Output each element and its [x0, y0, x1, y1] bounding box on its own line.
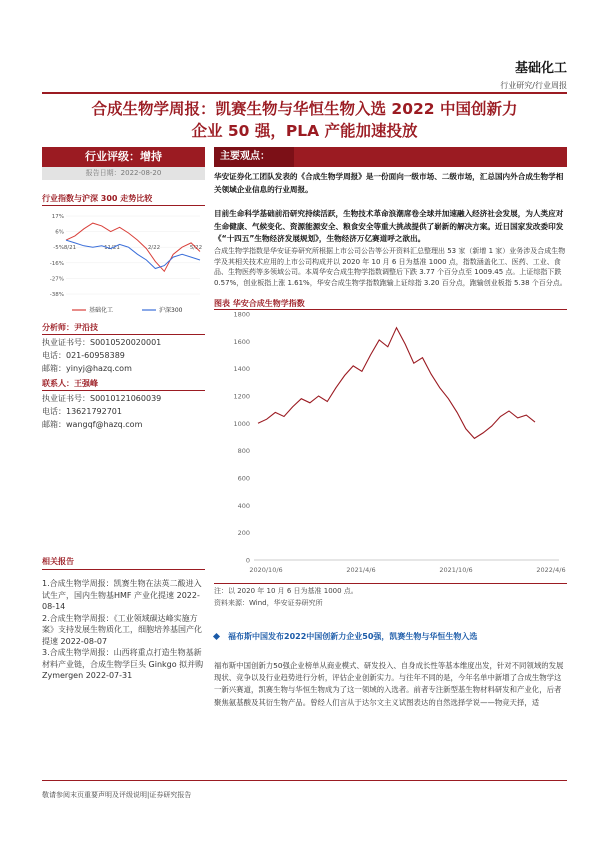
- intro-paragraph: 华安证券化工团队发表的《合成生物学周报》是一份面向一级市场、二级市场，汇总国内外合成生物学相关领域企业信息的行业周报。: [214, 172, 564, 194]
- mini-x-tick: 2/22: [147, 245, 161, 252]
- divider: [42, 334, 205, 335]
- main-y-tick: 1400: [233, 365, 250, 374]
- main-x-tick: 2021/4/6: [346, 566, 376, 574]
- related-report-2[interactable]: 2.合成生物学周报：《工业领域碳达峰实施方案》支持发展生物质化工，细胞培养基国产化提速 2022-08-07: [42, 613, 202, 646]
- contact-title: 联系人：王强峰: [42, 379, 98, 388]
- footer-disclaimer: 敬请参阅末页重要声明及评级说明|证券研究报告: [42, 791, 192, 799]
- index-comparison-chart: [42, 210, 205, 320]
- main-y-tick: 800: [237, 447, 250, 456]
- main-view-label: 主要观点：: [214, 147, 294, 167]
- analyst-phone: 电话：021-60958389: [42, 351, 125, 360]
- related-title: 相关报告: [42, 557, 74, 566]
- mini-x-tick: 11/21: [104, 245, 120, 252]
- main-y-tick: 400: [237, 501, 250, 510]
- main-y-tick: 1800: [233, 310, 250, 319]
- divider: [214, 583, 567, 584]
- header-divider: [42, 92, 567, 94]
- contact-license: 执业证书号：S0010121060039: [42, 394, 162, 403]
- news-paragraph: 福布斯中国创新力50强企业榜单从商业模式、研发投入、自身成长性等基本维度出发，针对不同领域的发展现状、竞争以及行业趋势进行分析，评估企业创新实力。与往年不同的是，今年名单中新增了合成生物学这一新兴赛道，凯赛生物与华恒生物成为了这一领域的入选者。前者专注新型基生物材料研发和产业化，后者聚焦氨基酸及其衍生物产品。曾经人们言从于达尔文主义试图表达的自然选择学说——物竞天择，适: [214, 661, 564, 707]
- mini-y-tick: -27%: [49, 276, 64, 283]
- divider: [42, 390, 205, 391]
- mini-y-tick: -16%: [49, 260, 64, 267]
- main-y-tick: 1000: [233, 419, 250, 428]
- rating-badge: 行业评级：增持: [42, 147, 205, 167]
- chart-source: 资料来源：Wind，华安证券研究所: [214, 599, 323, 607]
- mini-series-line: [63, 240, 203, 268]
- report-title: [42, 98, 567, 142]
- related-report-1[interactable]: 1.合成生物学周报：凯赛生物在法英二酸进入试生产，国内生物基HMF 产业化提速 2022-08-14: [42, 579, 202, 611]
- contact-phone: 电话：13621792701: [42, 407, 122, 416]
- main-y-tick: 600: [237, 474, 250, 483]
- main-y-tick: 1600: [233, 337, 250, 346]
- contact-email[interactable]: 邮箱：wangqf@hazq.com: [42, 420, 143, 429]
- legend-label: 基础化工: [89, 307, 114, 314]
- main-y-tick: 200: [237, 529, 250, 538]
- mini-y-tick: -5%: [53, 245, 64, 252]
- figure-title: 图表 华安合成生物学指数: [214, 299, 305, 308]
- mini-x-tick: 5/22: [189, 245, 203, 252]
- main-x-tick: 2020/10/6: [249, 566, 283, 574]
- analyst-license: 执业证书号：S0010520020001: [42, 338, 162, 347]
- synbio-index-chart: [214, 308, 567, 580]
- mini-y-tick: 17%: [51, 214, 64, 220]
- sector-title: 基础化工: [514, 61, 567, 76]
- main-y-tick: 0: [245, 556, 250, 565]
- report-date: 报告日期：2022-08-20: [42, 167, 205, 180]
- main-x-tick: 2021/10/6: [439, 566, 473, 574]
- legend-label: 沪深300: [159, 307, 183, 314]
- mini-chart-title: 行业指数与沪深 300 走势比较: [42, 194, 153, 203]
- analyst-title: 分析师：尹沿技: [42, 323, 98, 332]
- related-report-3[interactable]: 3.合成生物学周报：山西将重点打造生物基新材料产业链，合成生物学巨头 Ginkgo 拟并购 Zymergen 2022-07-31: [42, 648, 204, 680]
- mini-legend: [72, 306, 183, 314]
- index-paragraph: 合成生物学指数是华安证券研究所根据上市公司公告等公开资料汇总整理出 53 家（新增 1 家）业务涉及合成生物学及其相关技术应用的上市公司构成并以 2020 年 10 月 6 日为基准 1000 点，指数涵盖化工、医药、工业、食品、生物医药等多领域公司。本周华安合成生物学指数调整后下跌 3.77 个百分点至 1009.45 点。上证综指下跌 0.57%，创业板指上涨 1.61%，华安合成生物学指数跑输上证综指 3.20 百分点，跑输创业板指 5.38 个百分点。: [214, 247, 567, 287]
- analyst-contact: [42, 336, 161, 375]
- mini-y-tick: 6%: [55, 229, 64, 236]
- main-y-tick: 1200: [233, 392, 250, 401]
- footer-divider: [42, 780, 567, 781]
- mini-x-tick: 8/21: [63, 245, 77, 252]
- main-x-tick: 2022/4/6: [536, 566, 566, 574]
- background-paragraph: 目前生命科学基础前沿研究持续活跃，生物技术革命浪潮席卷全球并加速融入经济社会发展，为人类应对生命健康、气候变化、资源能源安全、粮食安全等重大挑战提供了崭新的解决方案。近日国家发改委印发《“十四五”生物经济发展规划》，生物经济万亿赛道呼之欲出。: [214, 209, 564, 243]
- related-reports: [42, 578, 205, 682]
- contact-info: [42, 392, 161, 431]
- main-y-axis: [233, 311, 559, 565]
- analyst-email[interactable]: 邮箱：yinyj@hazq.com: [42, 364, 132, 373]
- index-line: [258, 328, 535, 439]
- divider: [42, 205, 205, 206]
- main-x-axis: [249, 566, 565, 574]
- divider: [42, 569, 205, 570]
- chart-note: 注：以 2020 年 10 月 6 日为基准 1000 点。: [214, 587, 358, 595]
- report-title-line2: 企业 50 强，PLA 产能加速投放: [191, 122, 418, 140]
- report-title-line1: 合成生物学周报：凯赛生物与华恒生物入选 2022 中国创新力: [91, 100, 518, 118]
- bullet-diamond-icon: [213, 633, 220, 640]
- news-heading: 福布斯中国发布2022中国创新力企业50强，凯赛生物与华恒生物入选: [228, 632, 478, 641]
- main-series: [258, 328, 535, 439]
- report-type: 行业研究/行业周报: [500, 81, 567, 90]
- mini-y-tick: -38%: [49, 292, 64, 298]
